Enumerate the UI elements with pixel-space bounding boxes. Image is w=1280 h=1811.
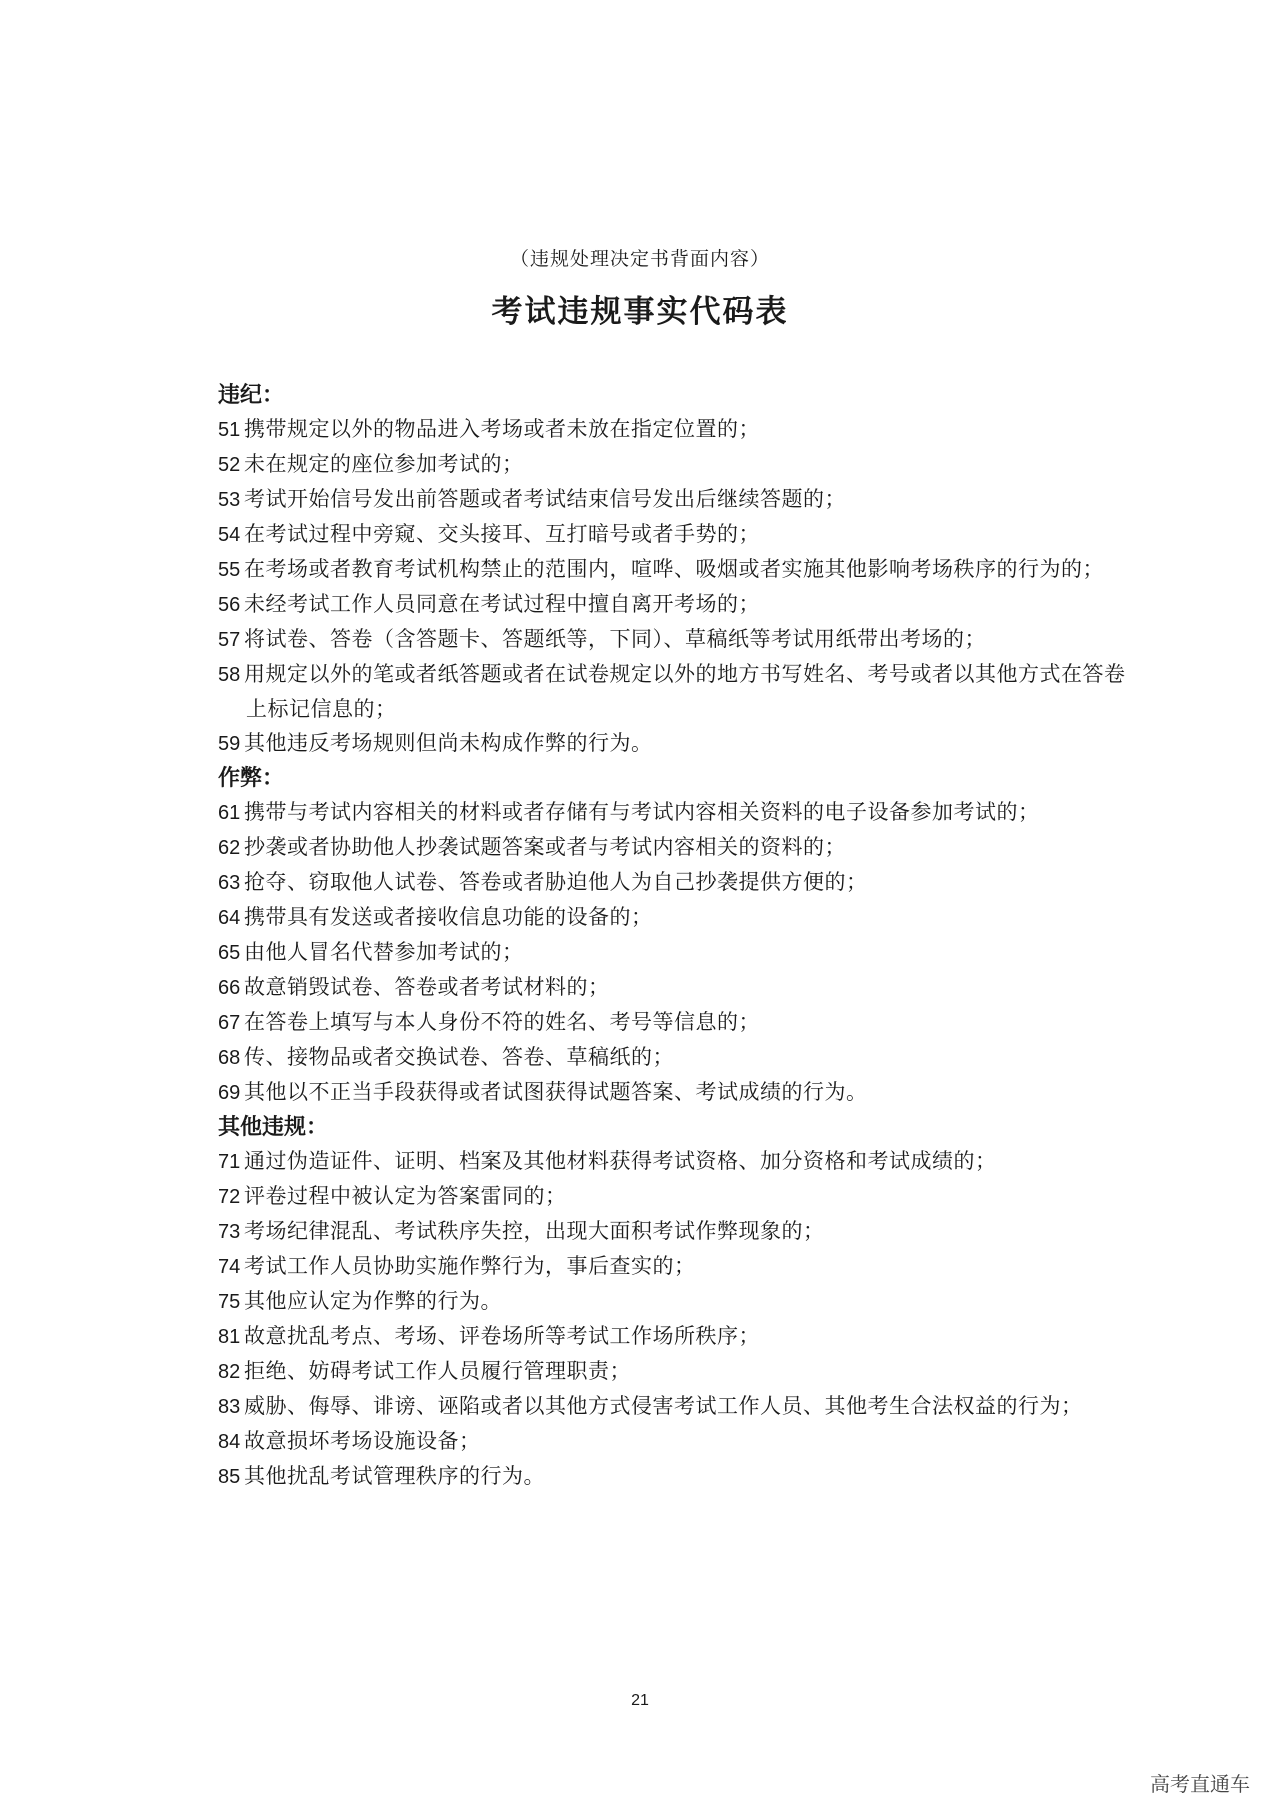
violation-description: 未经考试工作人员同意在考试过程中擅自离开考场的； xyxy=(244,592,760,616)
violation-item xyxy=(218,1249,1138,1284)
violation-description: 故意销毁试卷、答卷或者考试材料的； xyxy=(244,975,610,999)
violation-description: 拒绝、妨碍考试工作人员履行管理职责； xyxy=(244,1359,631,1383)
violation-description: 抢夺、窃取他人试卷、答卷或者胁迫他人为自己抄袭提供方便的； xyxy=(244,870,868,894)
violation-item xyxy=(218,1214,1138,1249)
violation-item xyxy=(218,900,1138,935)
violation-code: 63 xyxy=(218,872,241,894)
violation-description: 在考试过程中旁窥、交头接耳、互打暗号或者手势的； xyxy=(244,522,760,546)
violation-item xyxy=(218,1389,1138,1424)
violation-description: 将试卷、答卷（含答题卡、答题纸等，下同）、草稿纸等考试用纸带出考场的； xyxy=(244,627,986,651)
violation-code: 52 xyxy=(218,454,241,476)
violation-description: 故意损坏考场设施设备； xyxy=(244,1429,481,1453)
section-heading: 违纪： xyxy=(218,382,285,408)
violation-code: 82 xyxy=(218,1361,241,1383)
violation-code: 58 xyxy=(218,664,241,686)
violation-description: 考试开始信号发出前答题或者考试结束信号发出后继续答题的； xyxy=(244,487,846,511)
violation-item xyxy=(218,1354,1138,1389)
violation-code: 64 xyxy=(218,907,241,929)
violation-code: 83 xyxy=(218,1396,241,1418)
violation-item xyxy=(218,970,1138,1005)
violation-item xyxy=(218,1284,1138,1319)
violation-code: 56 xyxy=(218,594,241,616)
violation-description: 用规定以外的笔或者纸答题或者在试卷规定以外的地方书写姓名、考号或者以其他方式在答卷上标记信息的； xyxy=(244,662,1126,721)
violation-description: 通过伪造证件、证明、档案及其他材料获得考试资格、加分资格和考试成绩的； xyxy=(244,1149,997,1173)
violation-item xyxy=(218,412,1138,447)
violation-code: 69 xyxy=(218,1082,241,1104)
violation-item xyxy=(218,1005,1138,1040)
violation-code: 59 xyxy=(218,733,241,755)
violation-description: 威胁、侮辱、诽谤、诬陷或者以其他方式侵害考试工作人员、其他考生合法权益的行为； xyxy=(244,1394,1083,1418)
violation-description: 未在规定的座位参加考试的； xyxy=(244,452,524,476)
violation-description: 在考场或者教育考试机构禁止的范围内，喧哗、吸烟或者实施其他影响考场秩序的行为的； xyxy=(244,557,1104,581)
violation-code: 73 xyxy=(218,1221,241,1243)
violation-description: 携带规定以外的物品进入考场或者未放在指定位置的； xyxy=(244,417,760,441)
violation-item xyxy=(218,1319,1138,1354)
page-number: 21 xyxy=(631,1692,649,1709)
violation-description: 其他扰乱考试管理秩序的行为。 xyxy=(244,1464,545,1488)
violation-code: 85 xyxy=(218,1466,241,1488)
section-heading: 作弊： xyxy=(218,765,285,791)
violation-description: 故意扰乱考点、考场、评卷场所等考试工作场所秩序； xyxy=(244,1324,760,1348)
watermark-text: 高考直通车 xyxy=(1150,1772,1250,1796)
section-heading: 其他违规： xyxy=(218,1114,329,1140)
violation-item xyxy=(218,1459,1138,1494)
violation-code: 57 xyxy=(218,629,241,651)
violation-description: 抄袭或者协助他人抄袭试题答案或者与考试内容相关的资料的； xyxy=(244,835,846,859)
violation-description: 评卷过程中被认定为答案雷同的； xyxy=(244,1184,567,1208)
violation-item xyxy=(218,1040,1138,1075)
violation-description: 考试工作人员协助实施作弊行为，事后查实的； xyxy=(244,1254,696,1278)
violation-item xyxy=(218,517,1138,552)
violation-description: 携带具有发送或者接收信息功能的设备的； xyxy=(244,905,653,929)
violation-code: 55 xyxy=(218,559,241,581)
violation-description: 其他违反考场规则但尚未构成作弊的行为。 xyxy=(244,731,653,755)
violation-item xyxy=(218,935,1138,970)
violation-item xyxy=(218,482,1138,517)
violation-item xyxy=(218,552,1138,587)
violation-item xyxy=(218,1075,1138,1110)
violation-description: 由他人冒名代替参加考试的； xyxy=(244,940,524,964)
violation-item xyxy=(218,1144,1138,1179)
violation-description: 携带与考试内容相关的材料或者存储有与考试内容相关资料的电子设备参加考试的； xyxy=(244,800,1040,824)
violation-item xyxy=(218,830,1138,865)
violation-code: 67 xyxy=(218,1012,241,1034)
violation-description: 考场纪律混乱、考试秩序失控，出现大面积考试作弊现象的； xyxy=(244,1219,825,1243)
violation-code: 74 xyxy=(218,1256,241,1278)
violation-item xyxy=(218,622,1138,657)
document-subtitle: （违规处理决定书背面内容） xyxy=(509,248,770,270)
violation-item xyxy=(218,447,1138,482)
code-table-content xyxy=(218,378,1138,1494)
violation-code: 81 xyxy=(218,1326,241,1348)
violation-item xyxy=(218,726,1138,761)
violation-code: 62 xyxy=(218,837,241,859)
violation-code: 68 xyxy=(218,1047,241,1069)
violation-description: 其他以不正当手段获得或者试图获得试题答案、考试成绩的行为。 xyxy=(244,1080,868,1104)
violation-description: 其他应认定为作弊的行为。 xyxy=(244,1289,502,1313)
document-title: 考试违规事实代码表 xyxy=(491,294,789,330)
violation-code: 71 xyxy=(218,1151,241,1173)
violation-code: 75 xyxy=(218,1291,241,1313)
violation-code: 51 xyxy=(218,419,241,441)
violation-code: 61 xyxy=(218,802,241,824)
violation-code: 66 xyxy=(218,977,241,999)
violation-code: 84 xyxy=(218,1431,241,1453)
violation-description: 在答卷上填写与本人身份不符的姓名、考号等信息的； xyxy=(244,1010,760,1034)
violation-code: 54 xyxy=(218,524,241,546)
violation-item xyxy=(218,865,1138,900)
violation-item xyxy=(218,1424,1138,1459)
violation-item xyxy=(218,657,1138,726)
violation-item xyxy=(218,795,1138,830)
violation-item xyxy=(218,1179,1138,1214)
violation-item xyxy=(218,587,1138,622)
violation-code: 53 xyxy=(218,489,241,511)
violation-code: 65 xyxy=(218,942,241,964)
violation-code: 72 xyxy=(218,1186,241,1208)
violation-description: 传、接物品或者交换试卷、答卷、草稿纸的； xyxy=(244,1045,674,1069)
